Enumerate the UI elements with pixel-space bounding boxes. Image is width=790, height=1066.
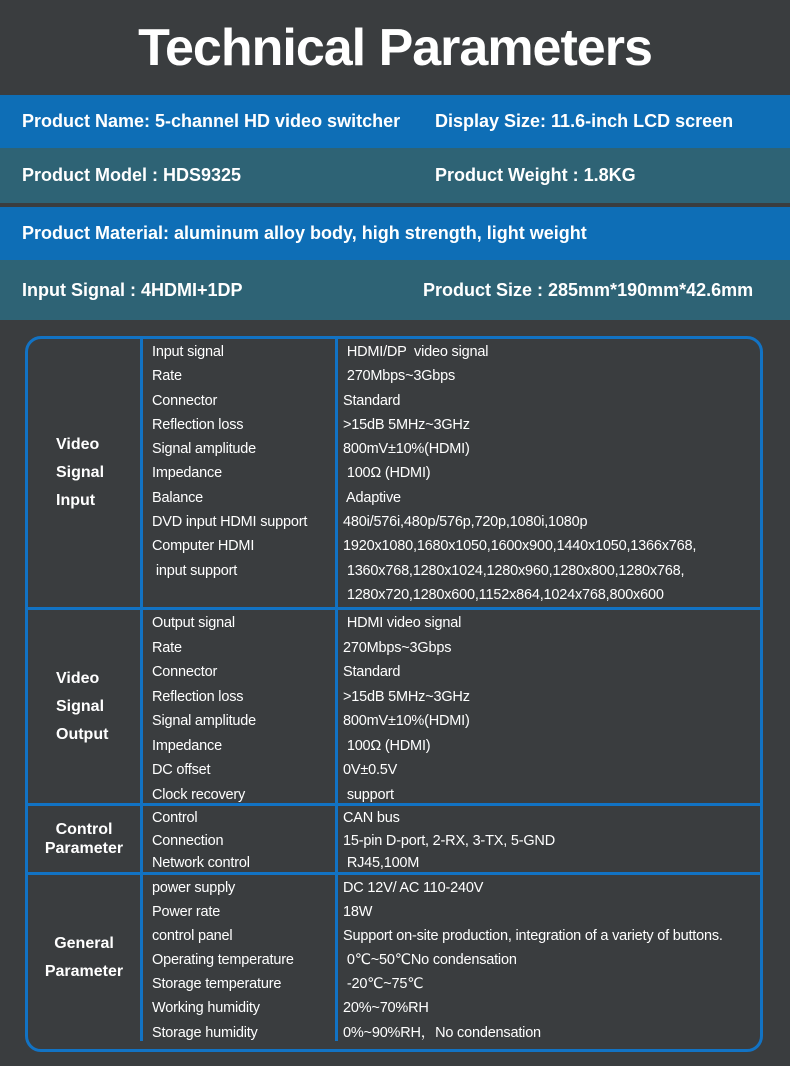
param-line: Rate [152,639,182,656]
section-label-line: Video [56,436,100,453]
section-label-line: Parameter [44,963,124,980]
param-line: Impedance [152,465,222,482]
param-line: Connector [152,392,218,409]
value-line: support [343,786,394,803]
value-line: 1360x768,1280x1024,1280x960,1280x800,1280x768, [343,562,685,579]
value-line: 800mV±10%(HDMI) [343,441,470,458]
section-label-line: Control [55,821,113,838]
page-title: Technical Parameters [138,18,652,77]
param-line: input support [152,562,238,579]
value-line: 270Mbps~3Gbps [343,639,452,656]
product-material-text: Product Material: aluminum alloy body, high strength, light weight [22,223,587,243]
spec-table [25,336,763,1052]
param-line: Computer HDMI [152,538,255,555]
param-line: Reflection loss [152,688,244,705]
value-line: HDMI/DP video signal [343,344,489,360]
param-line: Storage temperature [152,976,282,993]
param-line: Rate [152,368,182,385]
section-label-line: Input [56,492,96,509]
section-label-line: Signal [56,464,105,481]
param-line: Impedance [152,737,222,754]
spec-table-section [28,607,760,803]
product-model-text: Product Model : HDS9325 [22,165,242,185]
param-line: control panel [152,928,233,945]
value-line: Support on-site production, integration of a variety of buttons. [343,928,723,945]
input-signal-text: Input Signal : 4HDMI+1DP [22,279,243,300]
banner-input-signal [0,260,790,320]
section-value-cell [335,339,760,607]
param-line: Input signal [152,344,224,360]
param-line: Balance [152,489,203,506]
section-param-cell [140,610,335,803]
value-line: 480i/576i,480p/576p,720p,1080i,1080p [343,514,588,531]
section-label-cell [28,806,140,872]
param-line: power supply [152,880,236,896]
value-line: 100Ω (HDMI) [343,465,431,482]
value-line: 100Ω (HDMI) [343,737,431,754]
value-line: 1280x720,1280x600,1152x864,1024x768,800x600 [343,586,664,603]
value-line: Adaptive [343,489,401,506]
param-line: Signal amplitude [152,441,257,458]
value-line: 18W [343,904,373,921]
param-line: Signal amplitude [152,713,257,729]
param-line: Control [152,810,198,826]
param-line: DC offset [152,762,211,778]
product-name-text: Product Name: 5-channel HD video switcher [22,111,401,131]
value-line: 270Mbps~3Gbps [343,368,456,385]
value-line: Standard [343,392,401,409]
value-line: 15-pin D-port, 2-RX, 3-TX, 5-GND [343,832,555,849]
section-value-cell [335,610,760,803]
product-weight-text: Product Weight : 1.8KG [435,165,636,185]
product-size-text: Product Size : 285mm*190mm*42.6mm [423,279,754,300]
section-label-cell [28,875,140,1041]
value-line: HDMI video signal [343,615,462,631]
section-value-cell [335,875,760,1041]
spec-table-section [28,872,760,1041]
banner-product-name [0,95,790,148]
value-line: 0%~90%RH，No condensation [343,1024,541,1041]
spec-table-section [28,339,760,607]
value-line: >15dB 5MHz~3GHz [343,688,470,705]
section-value-cell [335,806,760,872]
param-line: Output signal [152,615,235,631]
value-line: RJ45,100M [343,855,420,872]
param-line: Network control [152,855,250,872]
param-line: Clock recovery [152,786,246,803]
section-param-cell [140,875,335,1041]
section-param-cell [140,806,335,872]
section-label-line: Signal [56,697,105,715]
param-line: Connector [152,664,218,680]
value-line: Standard [343,664,401,680]
param-line: Power rate [152,904,221,921]
value-line: CAN bus [343,810,400,826]
section-label-cell [28,339,140,607]
section-label-cell [28,610,140,803]
value-line: 0℃~50℃No condensation [343,952,517,969]
value-line: 0V±0.5V [343,762,398,778]
section-param-cell [140,339,335,607]
banner-product-model [0,148,790,203]
value-line: 800mV±10%(HDMI) [343,713,470,729]
param-line: Connection [152,832,224,849]
value-line: >15dB 5MHz~3GHz [343,416,470,433]
banner-product-material [0,207,790,260]
param-line: Reflection loss [152,416,244,433]
param-line: Operating temperature [152,952,294,969]
display-size-text: Display Size: 11.6-inch LCD screen [435,111,734,131]
value-line: DC 12V/ AC 110-240V [343,880,484,896]
section-label-line: Output [56,725,109,743]
value-line: 1920x1080,1680x1050,1600x900,1440x1050,1366x768, [343,538,697,555]
spec-table-section [28,803,760,872]
value-line: 20%~70%RH [343,1000,429,1017]
value-line: -20℃~75℃ [343,976,424,993]
param-line: Storage humidity [152,1024,258,1041]
section-label-line: General [54,935,114,952]
param-line: Working humidity [152,1000,260,1017]
section-label-line: Parameter [44,840,124,857]
param-line: DVD input HDMI support [152,514,308,531]
section-label-line: Video [56,669,100,687]
